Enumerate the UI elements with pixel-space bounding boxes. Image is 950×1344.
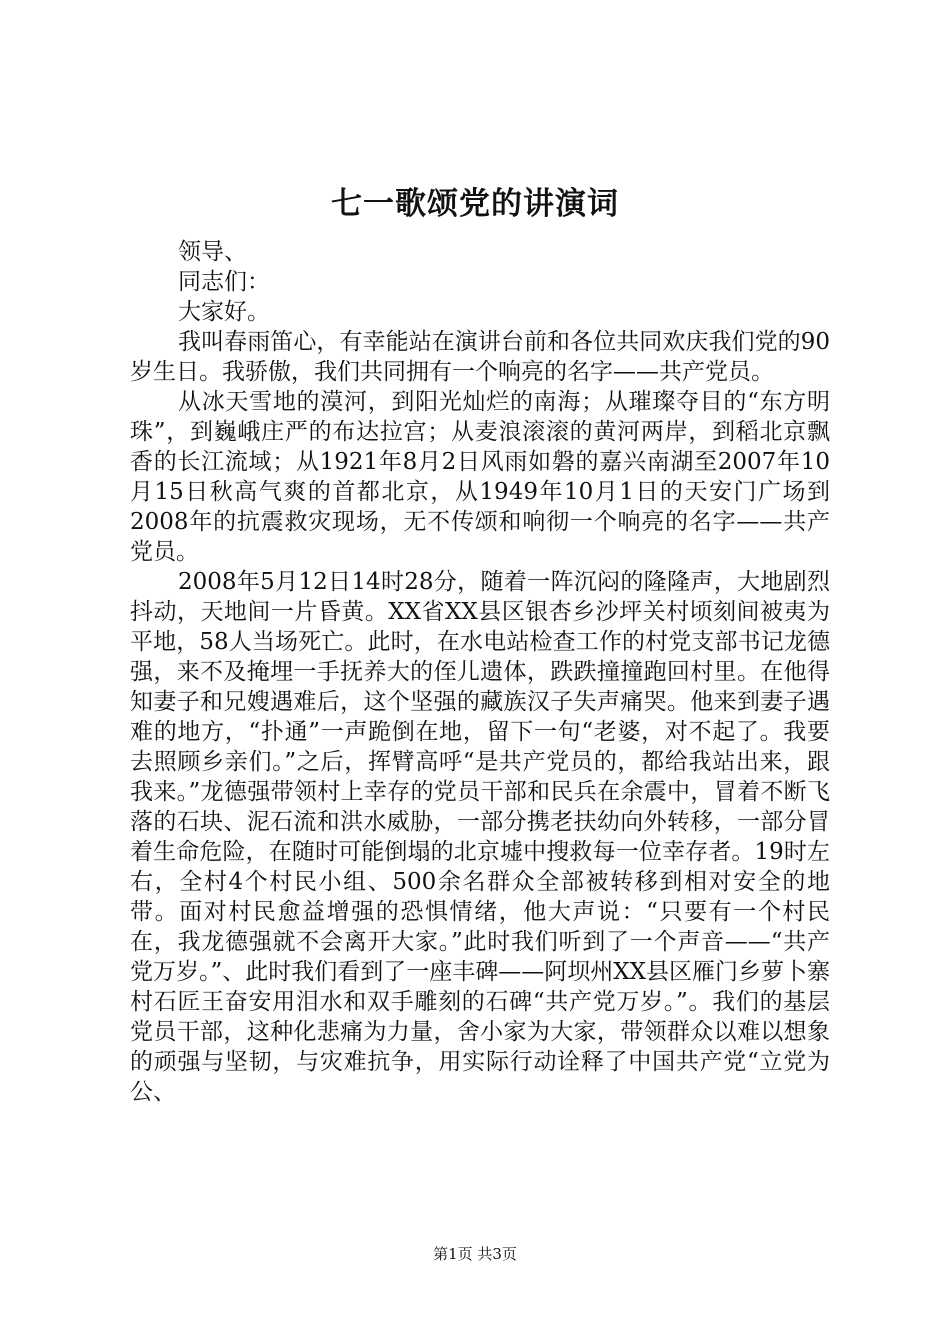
page-number-footer: 第1页 共3页 [433,1245,517,1263]
document-title: 七一歌颂党的讲演词 [331,186,619,222]
paragraph-earthquake: 2008年5月12日14时28分，随着一阵沉闷的隆隆声，大地剧烈抖动，天地间一片昏黄。XX省XX县区银杏乡沙坪关村顷刻间被夷为平地，58人当场死亡。此时，在水电站检查工作的村党支部书记龙德强，来不及掩埋一手抚养大的侄儿遗体，跌跌撞撞跑回村里。在他得知妻子和兄嫂遇难后，这个坚强的藏族汉子失声痛哭。他来到妻子遇难的地方，“扑通”一声跪倒在地，留下一句“老婆，对不起了。我要去照顾乡亲们。”之后，挥臂高呼“是共产党员的，都给我站出来，跟我来。”龙德强带领村上幸存的党员干部和民兵在余震中，冒着不断飞落的石块、泥石流和洪水威胁，一部分携老扶幼向外转移，一部分冒着生命危险，在随时可能倒塌的北京墟中搜救每一位幸存者。19时左右，全村4个村民小组、500余名群众全部被转移到相对安全的地带。面对村民愈益增强的恐惧情绪，他大声说：“只要有一个村民在，我龙德强就不会离开大家。”此时我们听到了一个声音——“共产党万岁。”、此时我们看到了一座丰碑——阿坝州XX县区雁门乡萝卜寨村石匠王奋安用泪水和双手雕刻的石碑“共产党万岁。”。我们的基层党员干部，这种化悲痛为力量，舍小家为大家，带领群众以难以想象的顽强与坚韧，与灾难抗争，用实际行动诠释了中国共产党“立党为公、 [130,569,831,1105]
paragraph-geography: 从冰天雪地的漠河，到阳光灿烂的南海；从璀璨夺目的“东方明珠”，到巍峨庄严的布达拉宫；从麦浪滚滚的黄河两岸，到稻北京飘香的长江流域；从1921年8月2日风雨如磐的嘉兴南湖至2007年10月15日秋高气爽的首都北京，从1949年10月1日的天安门广场到2008年的抗震救灾现场，无不传颂和响彻一个响亮的名字——共产党员。 [130,389,830,565]
salutation-greeting: 大家好。 [178,299,270,325]
salutation-leaders: 领导、 [178,239,247,265]
salutation-comrades: 同志们： [178,269,270,295]
paragraph-intro: 我叫春雨笛心，有幸能站在演讲台前和各位共同欢庆我们党的90岁生日。我骄傲，我们共同拥有一个响亮的名字——共产党员。 [130,329,830,385]
document-body [130,237,830,1107]
